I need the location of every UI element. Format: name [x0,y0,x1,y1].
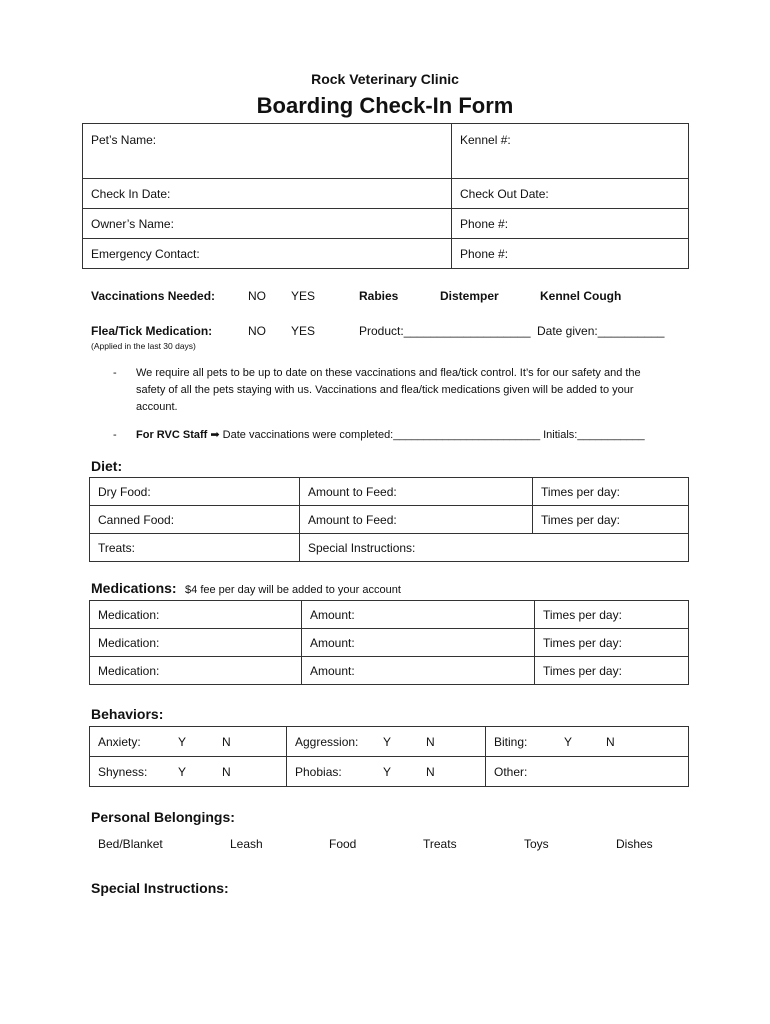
dry-food-times-field[interactable]: Times per day: [533,478,689,506]
belonging-bed-blanket[interactable]: Bed/Blanket [98,837,163,851]
phobias-yes-option[interactable]: Y [383,764,392,779]
pets-name-label: Pet’s Name: [91,133,157,147]
behaviors-table [89,726,689,787]
emergency-phone-field[interactable] [452,239,689,269]
vaccine-distemper[interactable]: Distemper [440,289,499,303]
anxiety-yes-option[interactable]: Y [178,734,187,749]
bullet-dash: - [113,367,117,379]
belonging-dishes[interactable]: Dishes [616,837,653,851]
canned-food-amount-field[interactable]: Amount to Feed: [300,506,533,534]
vaccine-kennel-cough[interactable]: Kennel Cough [540,289,622,303]
diet-table [89,477,689,562]
kennel-label: Kennel #: [460,133,511,147]
belonging-toys[interactable]: Toys [524,837,549,851]
medication-amount-field[interactable]: Amount: [302,629,535,657]
staff-line [136,427,645,444]
dry-food-amount-field[interactable]: Amount to Feed: [300,478,533,506]
shyness-label: Shyness: [98,764,148,779]
medication-name-field[interactable]: Medication: [90,629,302,657]
belonging-treats[interactable]: Treats [423,837,457,851]
check-in-label: Check In Date: [91,186,171,201]
belonging-leash[interactable]: Leash [230,837,263,851]
pets-name-field[interactable] [83,124,452,179]
canned-food-field[interactable]: Canned Food: [90,506,300,534]
flea-date-given-field[interactable]: Date given:__________ [537,324,665,338]
flea-product-field[interactable]: Product:___________________ [359,324,531,338]
special-instructions-area[interactable] [89,902,688,1002]
vaccinations-yes-option[interactable]: YES [291,289,316,303]
medication-times-field[interactable]: Times per day: [535,629,689,657]
medication-name-field[interactable]: Medication: [90,601,302,629]
bullet-dash: - [113,429,117,441]
anxiety-label: Anxiety: [98,734,141,749]
phone-label: Phone #: [460,216,509,231]
policy-line-1: We require all pets to be up to date on these vaccinations and flea/tick control. It’s for our safety and the [136,367,641,379]
vaccinations-label: Vaccinations Needed: [91,289,216,303]
biting-no-option[interactable]: N [606,734,615,749]
medication-name-field[interactable]: Medication: [90,657,302,685]
medication-amount-field[interactable]: Amount: [302,657,535,685]
canned-food-times-field[interactable]: Times per day: [533,506,689,534]
staff-label: For RVC Staff [136,429,208,441]
clinic-name: Rock Veterinary Clinic [311,71,459,87]
arrow-right-icon: ➡ [210,429,220,441]
treats-field[interactable]: Treats: [90,534,300,562]
flea-no-option[interactable]: NO [248,324,266,338]
shyness-yes-option[interactable]: Y [178,764,187,779]
phobias-cell [287,757,486,787]
belongings-section-title: Personal Belongings: [91,809,235,825]
anxiety-no-option[interactable]: N [222,734,231,749]
check-in-date-field[interactable] [83,179,452,209]
flea-note: (Applied in the last 30 days) [91,341,196,351]
medications-header [91,580,401,598]
phobias-no-option[interactable]: N [426,764,435,779]
medications-section-title: Medications: [91,580,177,596]
owner-phone-field[interactable] [452,209,689,239]
vaccine-rabies[interactable]: Rabies [359,289,399,303]
biting-yes-option[interactable]: Y [564,734,573,749]
behaviors-section-title: Behaviors: [91,706,164,722]
check-out-label: Check Out Date: [460,186,549,201]
staff-vaccination-completed-field[interactable]: Date vaccinations were completed:________________________ Initials:___________ [222,429,645,441]
shyness-cell [90,757,287,787]
phone-label: Phone #: [460,246,509,261]
owner-label: Owner’s Name: [91,216,174,231]
diet-section-title: Diet: [91,458,123,474]
other-label: Other: [494,764,528,779]
vaccinations-no-option[interactable]: NO [248,289,266,303]
shyness-no-option[interactable]: N [222,764,231,779]
form-title: Boarding Check-In Form [256,93,514,118]
diet-special-instructions-field[interactable]: Special Instructions: [300,534,689,562]
aggression-yes-option[interactable]: Y [383,734,392,749]
aggression-label: Aggression: [295,734,359,749]
medications-fee-note: $4 fee per day will be added to your account [185,584,401,596]
policy-line-3: account. [136,401,178,413]
anxiety-cell [90,727,287,757]
medication-amount-field[interactable]: Amount: [302,601,535,629]
medication-times-field[interactable]: Times per day: [535,657,689,685]
medications-table [89,600,689,685]
emergency-contact-field[interactable] [83,239,452,269]
flea-tick-label: Flea/Tick Medication: [91,324,213,338]
emergency-label: Emergency Contact: [91,246,200,261]
belonging-food[interactable]: Food [329,837,357,851]
other-behavior-field[interactable] [486,757,689,787]
aggression-cell [287,727,486,757]
phobias-label: Phobias: [295,764,342,779]
kennel-field[interactable] [452,124,689,179]
owner-name-field[interactable] [83,209,452,239]
dry-food-field[interactable]: Dry Food: [90,478,300,506]
biting-cell [486,727,689,757]
check-out-date-field[interactable] [452,179,689,209]
medication-times-field[interactable]: Times per day: [535,601,689,629]
biting-label: Biting: [494,734,528,749]
aggression-no-option[interactable]: N [426,734,435,749]
policy-line-2: safety of all the pets staying with us. Vaccinations and flea/tick medications given will be added to your [136,384,634,396]
flea-yes-option[interactable]: YES [291,324,316,338]
special-instructions-title: Special Instructions: [91,880,229,896]
pet-info-table [82,123,689,269]
